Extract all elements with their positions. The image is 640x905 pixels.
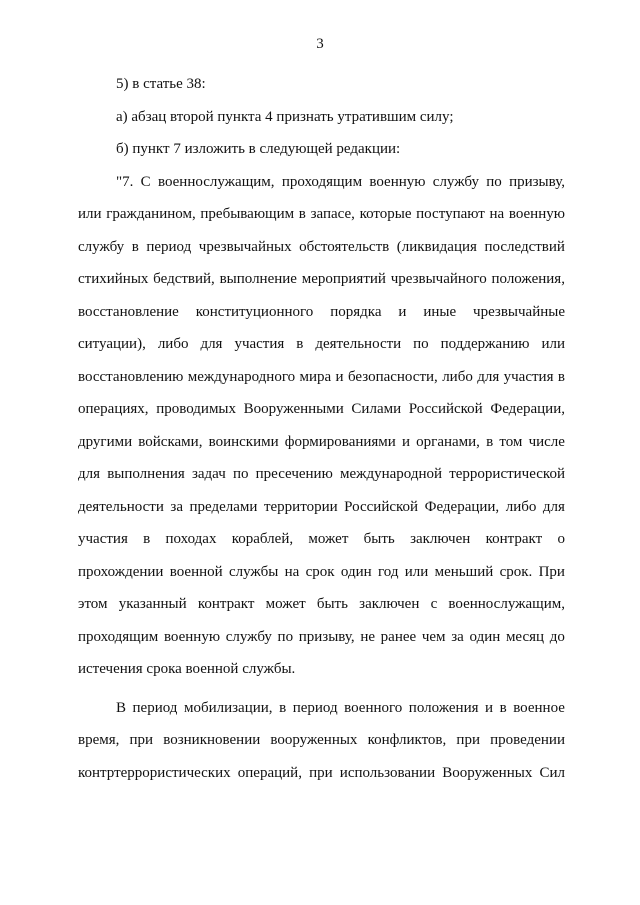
word: либо [157,336,189,352]
word: Российской [408,401,483,417]
paragraph-line [78,198,565,231]
word: контракт [197,596,255,612]
word: может [265,596,306,612]
word: с [430,596,438,612]
word: поддержанию [440,336,530,352]
word: Российской [344,498,419,515]
word: деятельности [315,336,402,352]
word: ранее [380,628,417,645]
word: проводимых [156,401,237,417]
word: военную [369,173,426,190]
word: конфликтов, [367,732,447,748]
word: период [146,238,192,255]
word: Федерации, [424,498,500,515]
word: либо [505,498,537,515]
word: международного [187,368,296,385]
word: проходящим [78,628,159,645]
word: безопасности, [347,368,438,385]
word: выполнения [107,466,185,482]
word: которые [359,206,412,222]
word: указанный [118,596,187,612]
word: порядка [330,303,382,320]
word: военнослужащим, [157,173,275,190]
word: о [557,531,565,547]
word: иные [423,303,457,320]
word: за [170,498,183,515]
paragraph-line [78,263,565,296]
word: при [456,732,480,748]
word: восстановлению [78,368,184,385]
word: бедствий, [153,271,215,287]
word: В [116,699,127,716]
word: и [401,433,411,450]
word: год [377,563,399,580]
word: для [78,466,101,482]
item-b: б) пункт 7 изложить в следующей редакции: [116,141,401,157]
word: и [485,699,494,716]
word: мобилизации, [183,699,273,716]
word: операций, [237,764,302,781]
word: в [296,336,304,352]
word: призыву, [509,173,565,190]
word: мира [299,368,332,385]
word: проведении [490,732,565,748]
word: этом [78,596,108,612]
word: в [486,433,494,450]
word: в [143,531,151,547]
paragraph-line [78,231,565,264]
word: в [557,368,565,385]
word: до [549,628,565,645]
word: числе [528,433,565,450]
word: в [279,699,287,716]
word: на [489,206,505,222]
word: для [542,498,565,515]
word: деятельности [78,498,164,515]
word: С [140,173,151,190]
word: операциях, [78,401,149,417]
word: прохождении [78,563,164,580]
word: призыву, [298,628,355,645]
word: конституционного [195,303,314,320]
word: при [309,764,333,781]
word: Федерации, [490,401,565,417]
word: (ликвидация [396,238,477,255]
paragraph-line [78,328,565,361]
word: срок. [499,563,533,580]
word: один [340,563,372,580]
word: военное [513,699,565,716]
word: военнослужащим, [448,596,565,612]
word: вооруженных [270,732,358,748]
word: воинскими [208,433,279,450]
word: участия [234,336,285,352]
word: по [486,173,502,190]
word: чрезвычайные [473,303,565,320]
word: или [78,206,102,222]
word: мероприятий [301,271,386,287]
paragraph-line [78,588,565,621]
paragraph-mobilization [78,692,565,790]
word: для [200,336,223,352]
word: в [131,238,139,255]
word: Сил [539,764,565,781]
paragraph-line [78,491,565,524]
word: или [404,563,429,580]
word: Вооруженных [442,764,533,781]
word: пределами [189,498,258,515]
word: запасе, [310,206,355,222]
word: кораблей, [231,531,294,547]
paragraph-7 [78,166,565,686]
word: быть [316,596,348,612]
word: участия [503,368,554,385]
paragraph-line [78,621,565,654]
word: на [284,563,300,580]
word: чрезвычайных [198,238,292,255]
word: заключен [410,531,471,547]
word: "7. [116,173,134,190]
word: Силами [351,401,402,417]
word: период [132,699,178,716]
word: гражданином, [106,206,196,222]
word: и [398,303,407,320]
word: международной [339,466,443,482]
word: участия [78,531,128,547]
word: поступают [416,206,485,222]
word: При [538,563,565,580]
paragraph-line [78,458,565,491]
paragraph-line [78,166,565,199]
word: время, [78,732,120,748]
word: службу [225,628,272,645]
document-body [78,68,565,789]
word: либо [442,368,473,385]
word: ситуации), [78,336,146,352]
word: последствий [484,238,565,255]
word: контртеррористических [78,764,231,781]
word: в [298,206,306,222]
word: по [232,466,249,482]
item-5: 5) в статье 38: [116,76,206,92]
item-a: а) абзац второй пункта 4 признать утратившим силу; [116,108,454,125]
word: службу [432,173,479,190]
word: военной [169,563,223,580]
paragraph-line [78,361,565,394]
word: военную [508,206,565,222]
paragraph-line [78,393,565,426]
word: территории [263,498,338,515]
word: пребывающим [200,206,295,222]
word: заключен [359,596,420,612]
paragraph-line [78,724,565,757]
word: проходящим [281,173,363,190]
word: использовании [339,764,436,781]
word: за [451,628,464,645]
word: военного [344,699,403,716]
word: период [292,699,338,716]
word: быть [363,531,395,547]
paragraph-line [78,426,565,459]
word: для [477,368,500,385]
word: положения, [491,271,565,287]
word: чрезвычайного [390,271,487,287]
page-number: 3 [316,36,324,52]
word: срок [305,563,335,580]
word: террористической [449,466,565,482]
word: службы [228,563,279,580]
word: походах [165,531,217,547]
paragraph-line [78,692,565,725]
word: пресечению [255,466,333,482]
word: месяц [505,628,545,645]
word: восстановление [78,303,179,320]
word: или [541,336,565,352]
word: том [499,433,523,450]
word: выполнение [219,271,297,287]
word: один [469,628,501,645]
paragraph-line [78,523,565,556]
word: службу [78,238,125,255]
word: возникновении [163,732,261,748]
word: по [277,628,294,645]
word: по [413,336,429,352]
word: задач [191,466,226,482]
word: и [335,368,344,385]
word: контракт [485,531,543,547]
word: не [360,628,375,645]
word: в [499,699,507,716]
word: может [308,531,349,547]
word: органами, [416,433,480,450]
word: стихийных [78,271,149,287]
word: чем [421,628,446,645]
word: военную [163,628,221,645]
paragraph-line [78,556,565,589]
paragraph-line [78,757,565,790]
word: другими [78,433,133,450]
paragraph-line [78,296,565,329]
paragraph-last-line: истечения срока военной службы. [78,661,296,677]
word: при [129,732,154,748]
word: меньший [434,563,494,580]
word: положения [408,699,479,716]
word: войсками, [138,433,203,450]
word: обстоятельств [299,238,390,255]
word: формированиями [284,433,396,450]
word: Вооруженными [243,401,344,417]
